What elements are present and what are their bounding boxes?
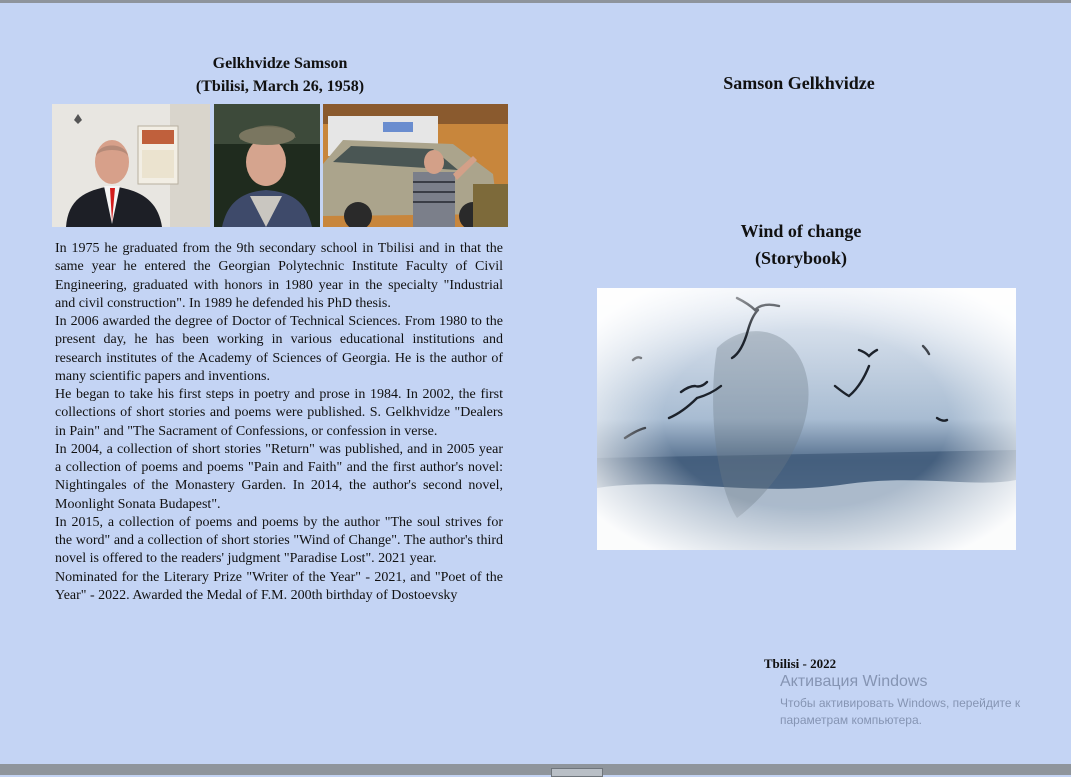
- cover-seagulls-image: [597, 288, 1016, 550]
- bio-paragraph-career: In 2006 awarded the degree of Doctor of Technical Sciences. From 1980 to the present day, he has been working in various educational institutions and research institutes of the Academy of Sciences of Georgia. He is the author of many scientific papers and inventions.: [55, 314, 503, 384]
- bio-paragraph-recent: In 2015, a collection of poems and poems by the author "The soul strives for the word" and a collection of short stories "Wind of Change". The author's third novel is offered to the readers' judgment "Paradise Lost". 2021 year.: [55, 514, 503, 567]
- portrait-car-photo: [323, 104, 508, 227]
- book-subtitle-line: (Storybook): [754, 248, 847, 268]
- bio-paragraph-education: In 1975 he graduated from the 9th secondary school in Tbilisi and in that the same year he entered the Georgian Polytechnic Institute Faculty of Civil Engineering, graduated with honors in 1980 year in the specialty "Industrial and civil construction". In 1989 he defended his PhD thesis.: [55, 241, 503, 311]
- cover-book-title: [640, 218, 962, 272]
- portrait-red-tie-photo: [52, 104, 210, 227]
- watermark-subtitle: Чтобы активировать Windows, перейдите к параметрам компьютера.: [780, 696, 1021, 727]
- portrait-cap-photo: [214, 104, 320, 227]
- cover-place-year: Tbilisi - 2022: [763, 656, 837, 671]
- windows-activation-watermark: [780, 672, 1065, 729]
- bio-paragraph-awards: Nominated for the Literary Prize "Writer of the Year" - 2021, and "Poet of the Year" - 2022. Awarded the Medal of F.M. 200th birthday of Dostoevsky: [55, 569, 503, 603]
- taskbar-item[interactable]: [551, 768, 603, 777]
- watermark-title: Активация Windows: [780, 673, 928, 690]
- author-header: [52, 52, 508, 98]
- window-bottom-border: [0, 764, 1071, 775]
- biography-text: [55, 240, 503, 605]
- window-top-border: [0, 0, 1071, 3]
- author-birth-heading: (Tbilisi, March 26, 1958): [195, 78, 365, 95]
- bio-paragraph-novels: In 2004, a collection of short stories "Return" was published, and in 2005 year a collection of poems and poems "Pain and Faith" and the first author's novel: Nightingales of the Monastery Garden. In 2014, the author's second novel, Moonlight Sonata Budapest".: [55, 441, 503, 512]
- author-name-heading: Gelkhvidze Samson: [212, 55, 348, 72]
- cover-author-name: Samson Gelkhvidze: [723, 73, 875, 93]
- book-title-line: Wind of change: [740, 221, 862, 241]
- bio-paragraph-poetry: He began to take his first steps in poetry and prose in 1984. In 2002, the first collections of short stories and poems were published. S. Gelkhvidze "Dealers in Pain" and "The Sacrament of Confessions, or confession in verse.: [55, 387, 503, 439]
